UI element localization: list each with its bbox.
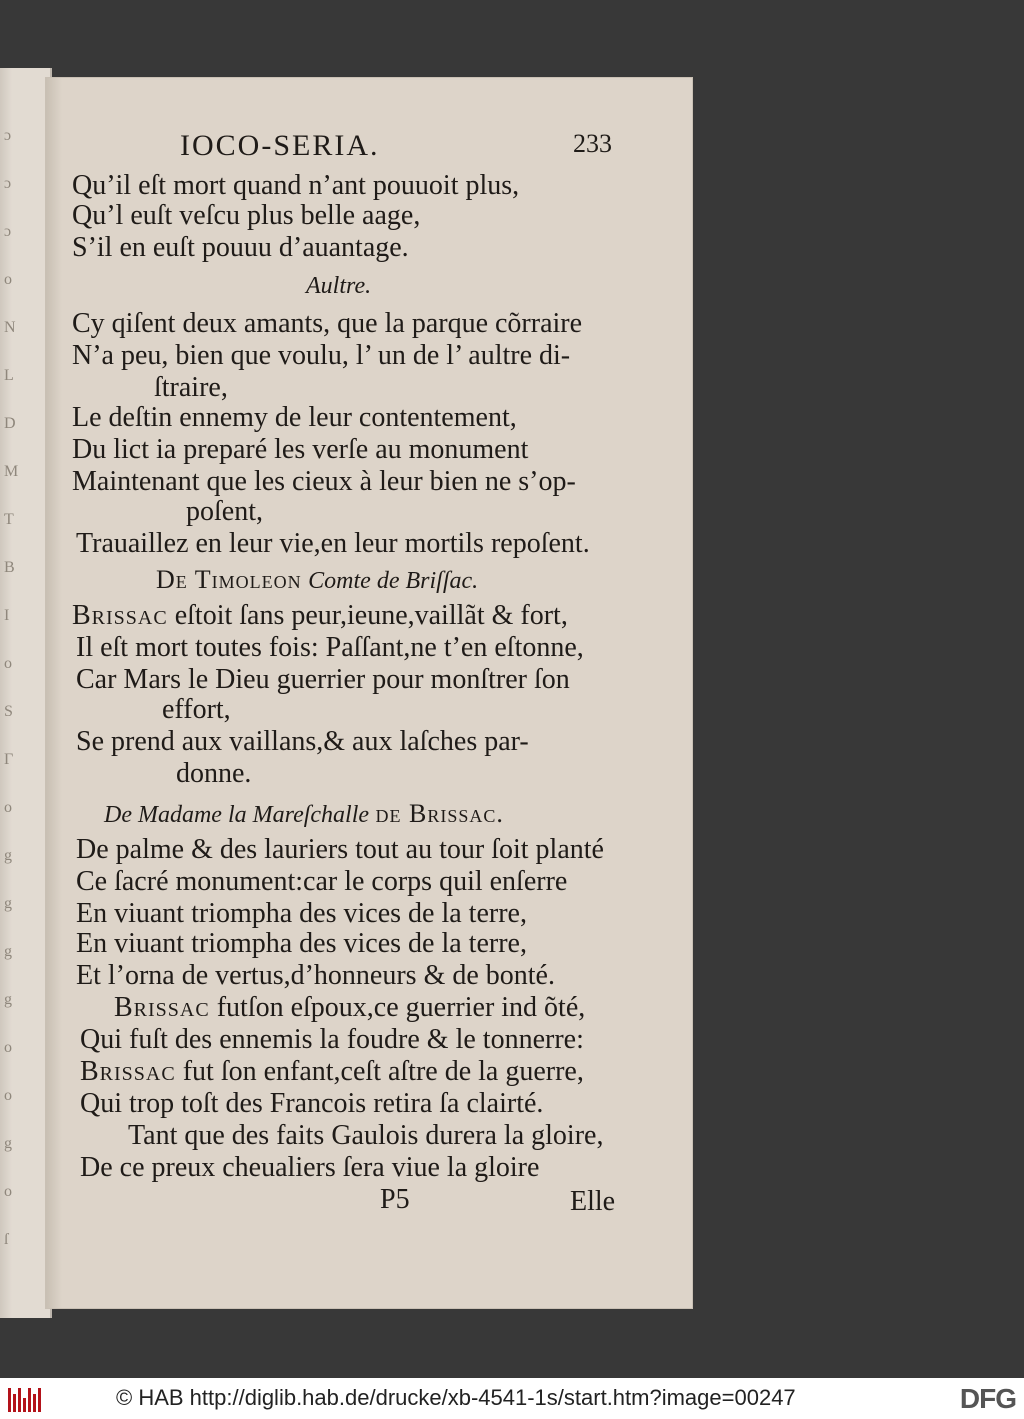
previous-page-glyph: N	[4, 319, 16, 336]
text-line: Cy qiſent deux amants, que la parque cõrraire	[72, 308, 583, 339]
text-line: Et l’orna de vertus,d’honneurs & de bonté.	[76, 960, 555, 991]
previous-page-glyph: ɔ	[4, 127, 12, 144]
previous-page-glyph: T	[4, 511, 14, 528]
name-brissac: Brissac	[80, 1056, 176, 1087]
text-line	[80, 1056, 584, 1088]
text-line: En viuant triompha des vices de la terre,	[76, 898, 527, 929]
text-line: N’a peu, bien que voulu, l’ un de l’ aultre di-	[72, 340, 571, 371]
text-line: En viuant triompha des vices de la terre,	[76, 928, 527, 959]
previous-page-glyph: g	[4, 1135, 12, 1152]
heading-name: de Brissac.	[375, 799, 504, 828]
line-continuation: eſtoit ſans peur,ieune,vaillãt & fort,	[174, 600, 568, 631]
previous-page-glyph: o	[4, 799, 12, 816]
text-line: Qui trop toſt des Francois retira ſa clairté.	[80, 1088, 544, 1119]
text-line: Qu’l euſt veſcu plus belle aage,	[72, 200, 421, 231]
text-line: Ce ſacré monument:car le corps quil enſerre	[76, 866, 568, 897]
text-line: De palme & des lauriers tout au tour ſoit planté	[76, 834, 604, 865]
copyright-link[interactable]: © HAB http://diglib.hab.de/drucke/xb-4541-1s/start.htm?image=00247	[116, 1385, 796, 1410]
text-line: Trauaillez en leur vie,en leur mortils repoſent.	[76, 528, 590, 559]
previous-page-glyph: ɔ	[4, 175, 12, 192]
previous-page-glyph: o	[4, 655, 12, 672]
text-line: Qu’il eſt mort quand n’ant pouuoit plus,	[72, 170, 520, 201]
previous-page-glyph: o	[4, 1039, 12, 1056]
previous-page-glyph: o	[4, 1183, 12, 1200]
text-line: Maintenant que les cieux à leur bien ne s’op-	[72, 466, 576, 497]
running-header-title: IOCO-SERIA.	[180, 129, 380, 162]
previous-page-glyph: g	[4, 991, 12, 1008]
page-number: 233	[573, 129, 612, 158]
hab-logo-icon	[6, 1384, 46, 1412]
text-line: De ce preux cheualiers ſera viue la gloire	[80, 1152, 540, 1183]
text-line: Du lict ia preparé les verſe au monument	[72, 434, 529, 465]
text-line: Se prend aux vaillans,& aux laſches par-	[76, 726, 529, 757]
signature-mark: P5	[380, 1184, 410, 1215]
previous-page-glyph: g	[4, 895, 12, 912]
text-line: ſtraire,	[154, 372, 228, 403]
previous-page-glyph: I	[4, 607, 10, 624]
previous-page-glyph: S	[4, 703, 13, 720]
previous-page-glyph: L	[4, 367, 14, 384]
text-line	[114, 992, 585, 1024]
previous-page-glyph: g	[4, 943, 12, 960]
previous-page-glyph: D	[4, 415, 16, 432]
previous-page-shade	[0, 68, 12, 1318]
text-line: effort,	[162, 694, 231, 725]
text-line: Car Mars le Dieu guerrier pour monſtrer ſon	[76, 664, 570, 695]
heading-title: Comte de Briſſac.	[308, 568, 479, 594]
line-continuation: futſon eſpoux,ce guerrier ind õté,	[216, 992, 586, 1023]
section-heading	[104, 798, 504, 831]
section-heading: Aultre.	[306, 273, 372, 299]
previous-page-glyph: o	[4, 1087, 12, 1104]
previous-page-glyph: ſ	[4, 1231, 9, 1248]
dfg-logo: DFG	[959, 1383, 1016, 1414]
previous-page-glyph: g	[4, 847, 12, 864]
text-line	[72, 600, 568, 632]
footer-bar	[0, 1378, 1024, 1419]
text-line: donne.	[176, 758, 252, 789]
previous-page-glyph: B	[4, 559, 15, 576]
previous-page-edge	[0, 68, 52, 1318]
text-line: poſent,	[186, 496, 263, 527]
line-continuation: fut ſon enfant,ceſt aſtre de la guerre,	[182, 1056, 584, 1087]
book-page	[46, 78, 692, 1308]
text-line: Il eſt mort toutes fois: Paſſant,ne t’en eſtonne,	[76, 632, 584, 663]
name-brissac: Brissac	[114, 992, 210, 1023]
previous-page-glyph: M	[4, 463, 19, 480]
text-line: Tant que des faits Gaulois durera la gloire,	[128, 1120, 604, 1151]
section-heading	[156, 564, 478, 597]
previous-page-glyph: o	[4, 271, 12, 288]
text-line: Le deſtin ennemy de leur contentement,	[72, 402, 517, 433]
catchword: Elle	[570, 1186, 616, 1217]
heading-name: De Timoleon	[156, 565, 302, 594]
previous-page-glyph: ɔ	[4, 223, 12, 240]
page-gutter-shadow	[46, 78, 62, 1308]
heading-title: De Madame la Mareſchalle	[104, 802, 370, 828]
name-brissac: Brissac	[72, 600, 168, 631]
previous-page-glyph: Γ	[4, 751, 14, 768]
text-line: S’il en euſt pouuu d’auantage.	[72, 232, 409, 263]
text-line: Qui fuſt des ennemis la foudre & le tonnerre:	[80, 1024, 584, 1055]
